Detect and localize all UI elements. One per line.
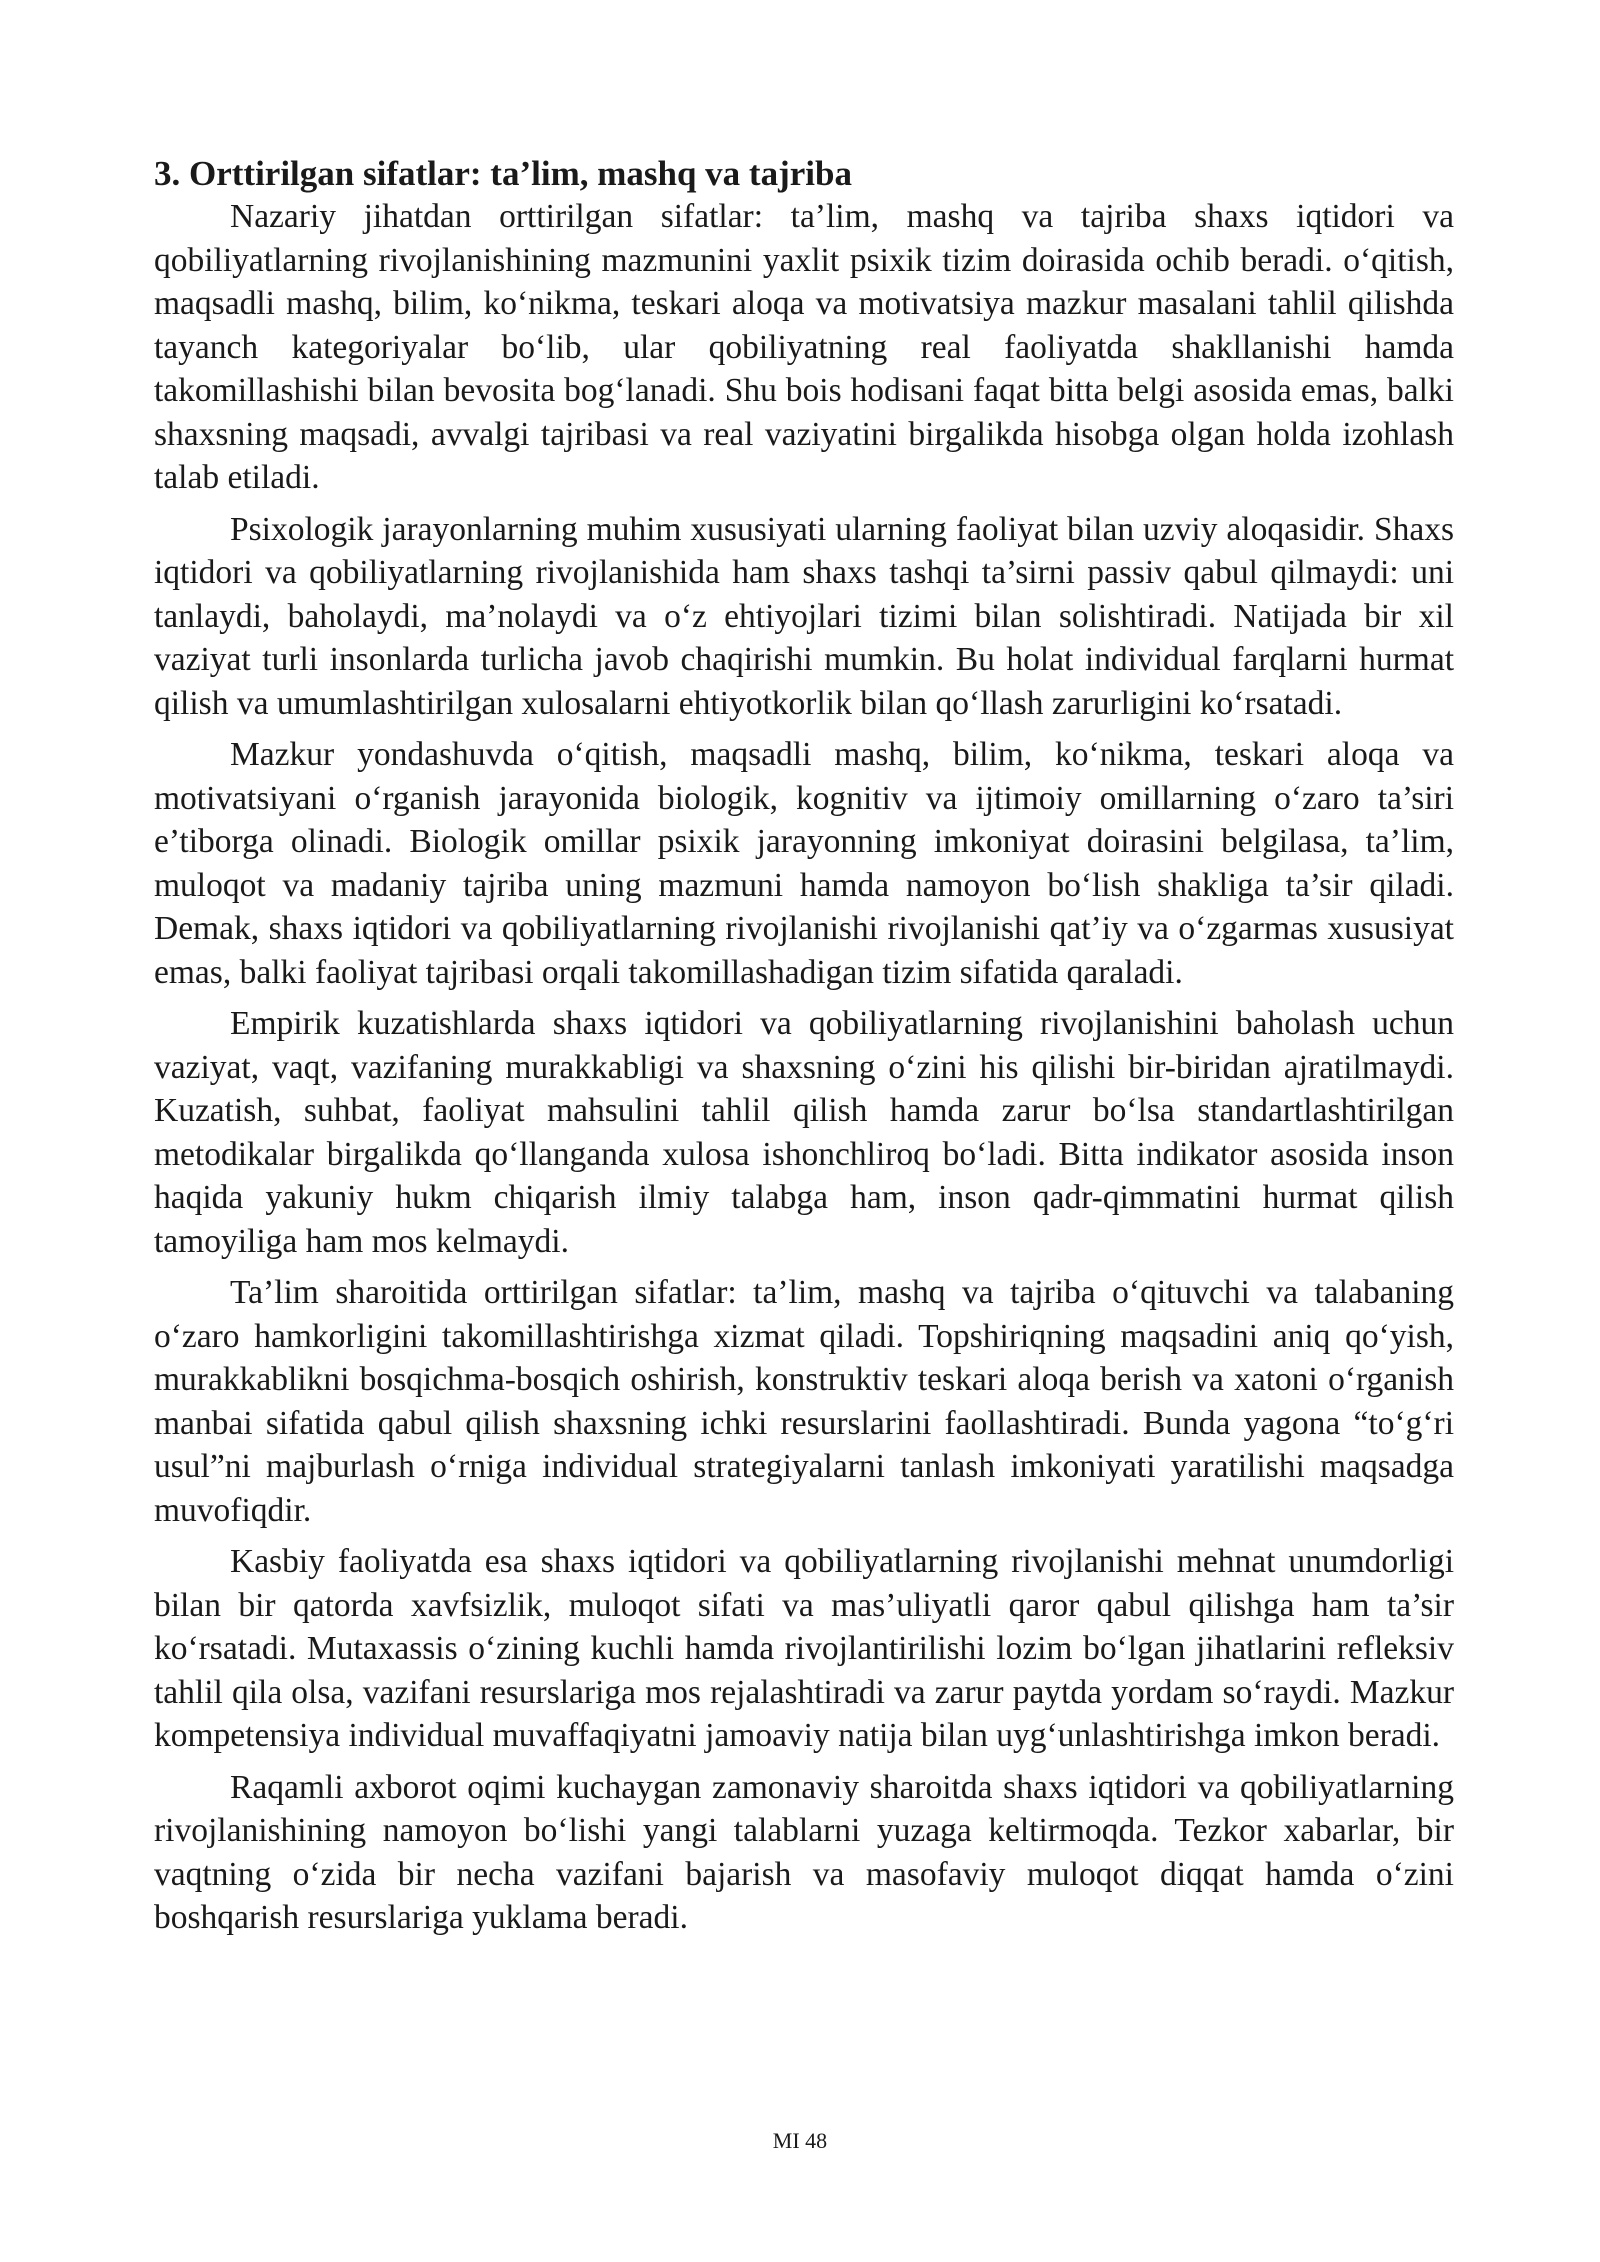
paragraph-2: Psixologik jarayonlarning muhim xususiyati ularning faoliyat bilan uzviy aloqasidir. Shaxs iqtidori va qobiliyatlarning rivojlanishida ham shaxs tashqi ta’sirni passiv qabul qilmaydi: uni tanlaydi, baholaydi, ma’nolaydi va o‘z ehtiyojlari tizimi bilan solishtiradi. Natijada bir xil vaziyat turli insonlarda turlicha javob chaqirishi mumkin. Bu holat individual farqlarni hurmat qilish va umumlashtirilgan xulosalarni ehtiyotkorlik bilan qo‘llash zarurligini ko‘rsatadi. (154, 510, 1454, 722)
paragraph-5: Ta’lim sharoitida orttirilgan sifatlar: ta’lim, mashq va tajriba o‘qituvchi va talabaning o‘zaro hamkorligini takomillashtirishga xizmat qiladi. Topshiriqning maqsadini aniq qo‘yish, murakkablikni bosqichma-bosqich oshirish, konstruktiv teskari aloqa berish va xatoni o‘rganish manbai sifatida qabul qilish shaxsning ichki resurslarini faollashtiradi. Bunda yagona “to‘g‘ri usul”ni majburlash o‘rniga individual strategiyalarni tanlash imkoniyati yaratilishi maqsadga muvofiqdir. (154, 1274, 1454, 1529)
paragraph-7: Raqamli axborot oqimi kuchaygan zamonaviy sharoitda shaxs iqtidori va qobiliyatlarning rivojlanishining namoyon bo‘lishi yangi talablarni yuzaga keltirmoqda. Tezkor xabarlar, bir vaqtning o‘zida bir necha vazifani bajarish va masofaviy muloqot diqqat hamda o‘zini boshqarish resurslariga yuklama beradi. (154, 1768, 1454, 1936)
paragraph-1: Nazariy jihatdan orttirilgan sifatlar: ta’lim, mashq va tajriba shaxs iqtidori va qobiliyatlarning rivojlanishining mazmunini yaxlit psixik tizim doirasida ochib beradi. o‘qitish, maqsadli mashq, bilim, ko‘nikma, teskari aloqa va motivatsiya mazkur masalani tahlil qilishda tayanch kategoriyalar bo‘lib, ular qobiliyatning real faoliyatda shakllanishi hamda takomillashishi bilan bevosita bog‘lanadi. Shu bois hodisani faqat bitta belgi asosida emas, balki shaxsning maqsadi, avvalgi tajribasi va real vaziyatini birgalikda hisobga olgan holda izohlash talab etiladi. (154, 198, 1454, 496)
page-number: MI 48 (772, 2128, 828, 2153)
section-heading: 3. Orttirilgan sifatlar: ta’lim, mashq va tajriba (154, 154, 852, 193)
paragraph-3: Mazkur yondashuvda o‘qitish, maqsadli mashq, bilim, ko‘nikma, teskari aloqa va motivatsiyani o‘rganish jarayonida biologik, kognitiv va ijtimoiy omillarning o‘zaro ta’siri e’tiborga olinadi. Biologik omillar psixik jarayonning imkoniyat doirasini belgilasa, ta’lim, muloqot va madaniy tajriba uning mazmuni hamda namoyon bo‘lish shakliga ta’sir qiladi. Demak, shaxs iqtidori va qobiliyatlarning rivojlanishi rivojlanishi qat’iy va o‘zgarmas xususiyat emas, balki faoliyat tajribasi orqali takomillashadigan tizim sifatida qaraladi. (154, 736, 1454, 991)
page-body (154, 152, 1454, 1948)
paragraph-4: Empirik kuzatishlarda shaxs iqtidori va qobiliyatlarning rivojlanishini baholash uchun vaziyat, vaqt, vazifaning murakkabligi va shaxsning o‘zini his qilishi bir-biridan ajratilmaydi. Kuzatish, suhbat, faoliyat mahsulini tahlil qilish hamda zarur bo‘lsa standartlashtirilgan metodikalar birgalikda qo‘llanganda xulosa ishonchliroq bo‘ladi. Bitta indikator asosida inson haqida yakuniy hukm chiqarish ilmiy talabga ham, inson qadr-qimmatini hurmat qilish tamoyiliga ham mos kelmaydi. (154, 1005, 1454, 1260)
paragraph-6: Kasbiy faoliyatda esa shaxs iqtidori va qobiliyatlarning rivojlanishi mehnat unumdorligi bilan bir qatorda xavfsizlik, muloqot sifati va mas’uliyatli qaror qabul qilishga ham ta’sir ko‘rsatadi. Mutaxassis o‘zining kuchli hamda rivojlantirilishi lozim bo‘lgan jihatlarini refleksiv tahlil qila olsa, vazifani resurslariga mos rejalashtiradi va zarur paytda yordam so‘raydi. Mazkur kompetensiya individual muvaffaqiyatni jamoaviy natija bilan uyg‘unlashtirishga imkon beradi. (154, 1543, 1454, 1754)
